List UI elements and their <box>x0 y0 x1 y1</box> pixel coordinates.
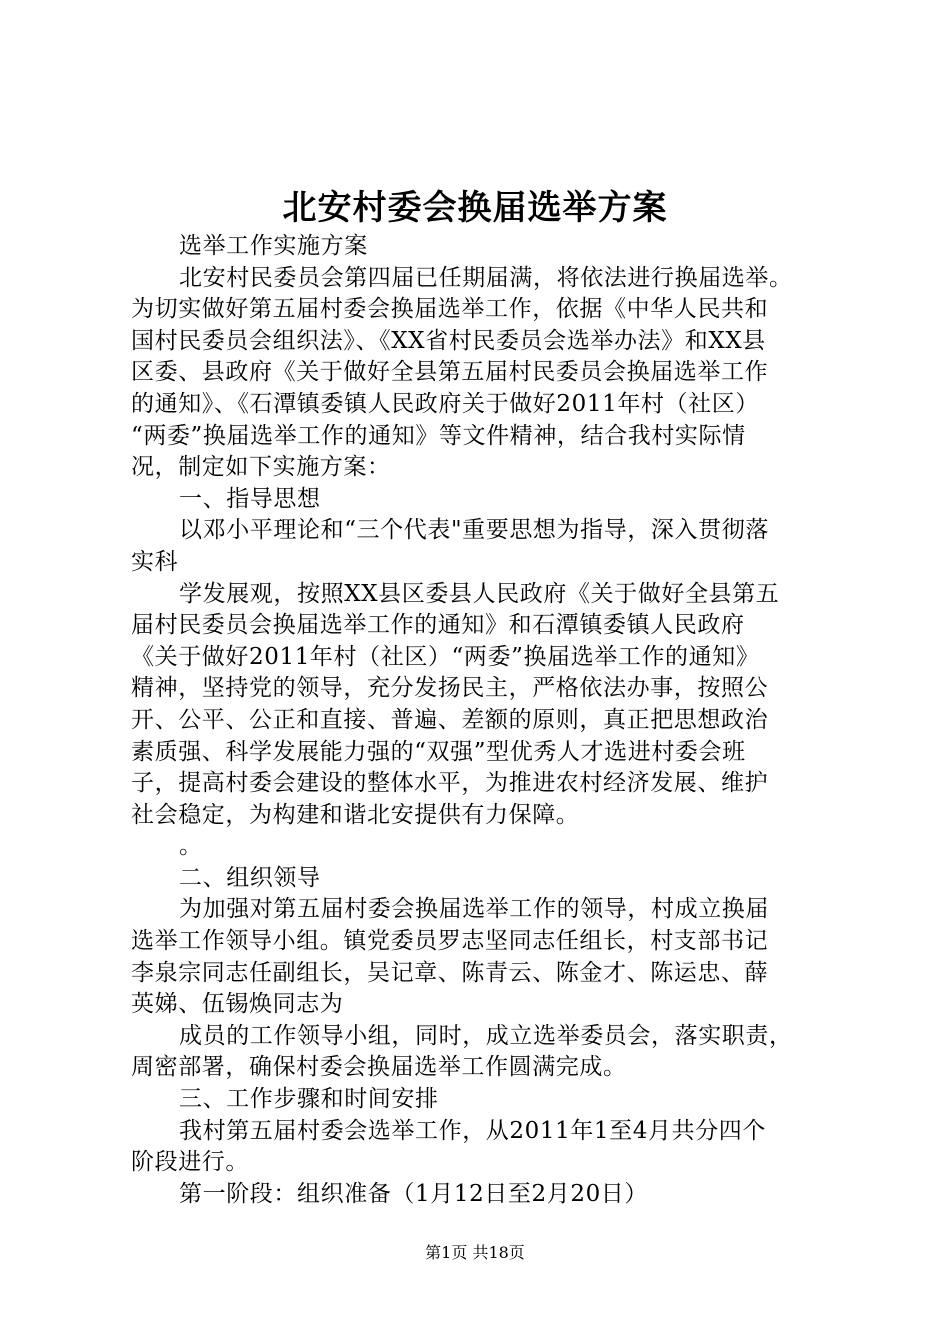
body-line: “两委”换届选举工作的通知》等文件精神，结合我村实际情 <box>131 422 746 449</box>
body-line: 《关于做好2011年村（社区）“两委”换届选举工作的通知》 <box>131 643 760 670</box>
body-line: 的通知》、《石潭镇委镇人民政府关于做好2011年村（社区） <box>131 390 759 417</box>
body-line: 为切实做好第五届村委会换届选举工作，依据《中华人民共和 <box>131 296 769 323</box>
body-line: 李泉宗同志任副组长，吴记章、陈青云、陈金才、陈运忠、薛 <box>131 959 769 986</box>
body-line: 第一阶段：组织准备（1月12日至2月20日） <box>179 1180 648 1207</box>
body-line: 精神，坚持党的领导，充分发扬民主，严格依法办事，按照公 <box>131 675 769 702</box>
body-line: 以邓小平理论和“三个代表"重要思想为指导，深入贯彻落 <box>179 517 769 544</box>
body-line: 三、工作步骤和时间安排 <box>179 1086 439 1113</box>
body-line: 况，制定如下实施方案： <box>131 454 391 481</box>
body-line: 一、指导思想 <box>179 485 321 512</box>
body-line: 周密部署，确保村委会换届选举工作圆满完成。 <box>131 1054 627 1081</box>
body-line: 实科 <box>131 548 179 575</box>
body-line: 国村民委员会组织法》、《XX省村民委员会选举办法》和XX县 <box>131 327 766 354</box>
body-line: 学发展观，按照XX县区委县人民政府《关于做好全县第五 <box>179 580 780 607</box>
document-body <box>131 231 851 1210</box>
body-line: 成员的工作领导小组，同时，成立选举委员会，落实职责， <box>179 1022 793 1049</box>
document-title: 北安村委会换届选举方案 <box>282 188 668 228</box>
body-line: 区委、县政府《关于做好全县第五届村民委员会换届选举工作 <box>131 359 769 386</box>
body-line: 我村第五届村委会选举工作，从2011年1至4月共分四个 <box>179 1117 766 1144</box>
body-line: 英娣、伍锡焕同志为 <box>131 991 344 1018</box>
body-line: 素质强、科学发展能力强的“双强”型优秀人才选进村委会班 <box>131 738 746 765</box>
body-line: 。 <box>179 833 203 860</box>
body-line: 开、公平、公正和直接、普遍、差额的原则，真正把思想政治 <box>131 706 769 733</box>
body-line: 二、组织领导 <box>179 864 321 891</box>
body-line: 社会稳定，为构建和谐北安提供有力保障。 <box>131 801 580 828</box>
body-line: 北安村民委员会第四届已任期届满，将依法进行换届选举。 <box>179 264 793 291</box>
body-line: 届村民委员会换届选举工作的通知》和石潭镇委镇人民政府 <box>131 612 745 639</box>
page-footer: 第1页 共18页 <box>425 1243 525 1262</box>
body-line: 子，提高村委会建设的整体水平，为推进农村经济发展、维护 <box>131 770 769 797</box>
body-line: 为加强对第五届村委会换届选举工作的领导，村成立换届 <box>179 896 769 923</box>
body-line: 选举工作实施方案 <box>179 233 368 259</box>
body-line: 阶段进行。 <box>131 1149 249 1176</box>
body-line: 选举工作领导小组。镇党委员罗志坚同志任组长，村支部书记 <box>131 928 769 955</box>
